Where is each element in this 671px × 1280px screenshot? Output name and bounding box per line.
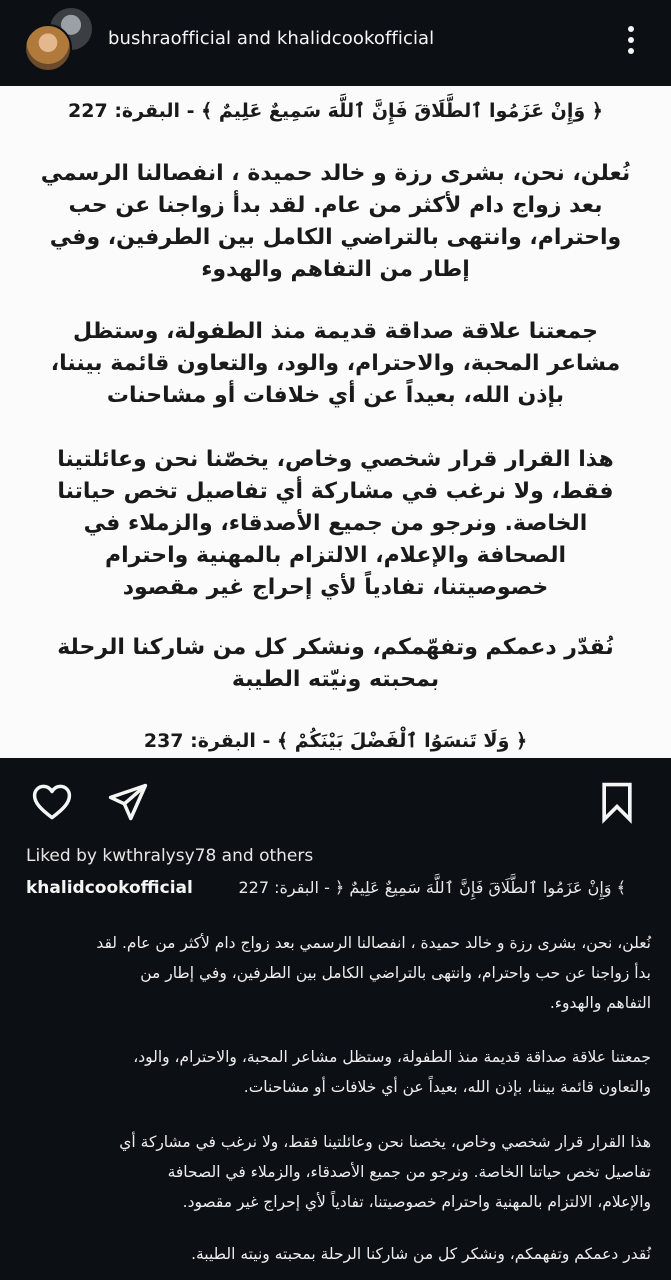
post-image[interactable]: [0, 86, 671, 758]
likes-user[interactable]: kwthralysy78: [102, 846, 217, 866]
post-text-line: إطار من التفاهم والهدوء: [201, 257, 470, 282]
post-text-line: ﴿ وَلَا تَنسَوُا ٱلْفَضْلَ بَيْنَكُمْ ﴾ - البقرة: 237: [143, 730, 528, 752]
post-author-names[interactable]: bushraofficial and khalidcookofficial: [108, 28, 435, 49]
post-text-line: نُقدّر دعمكم وتفهّمكم، ونشكر كل من شاركنا الرحلة: [57, 635, 614, 660]
caption-line: نُعلن، نحن، بشرى رزة و خالد حميدة ، انفصالنا الرسمي بعد زواج دام لأكثر من عام. لقد: [96, 934, 651, 952]
avatar-bushraofficial[interactable]: [24, 24, 72, 72]
caption-first-row: [26, 878, 656, 902]
post-text-line: جمعتنا علاقة صداقة قديمة منذ الطفولة، وستظل: [73, 319, 598, 344]
post-text-line: الصحافة والإعلام، الالتزام بالمهنية واحترام: [104, 543, 567, 568]
post-text-line: بمحبته ونيّته الطيبة: [231, 667, 440, 692]
likes-suffix: and others: [216, 846, 314, 866]
post-text-line: هذا القرار قرار شخصي وخاص، يخصّنا نحن وعائلتينا: [57, 447, 614, 472]
post-text-line: خصوصيتنا، تفادياً لأي إحراج غير مقصود: [122, 575, 549, 600]
caption-line: تفاصيل تخص حياتنا الخاصة. ونرجو من جميع الأصدقاء، والزملاء في الصحافة: [167, 1163, 651, 1181]
caption-line: نُقدر دعمكم وتفهمكم، ونشكر كل من شاركنا الرحلة بمحبته ونيته الطيبة.: [191, 1245, 651, 1263]
caption-line: بدأ زواجنا عن حب واحترام، وانتهى بالتراضي الكامل بين الطرفين، وفي إطار من: [140, 964, 651, 982]
post-text-line: واحترام، وانتهى بالتراضي الكامل بين الطرفين، وفي: [49, 225, 622, 250]
post-text-line: مشاعر المحبة، والاحترام، والود، والتعاون قائمة بيننا،: [50, 351, 621, 376]
post-text-line: الخاصة. ونرجو من جميع الأصدقاء، والزملاء في: [83, 511, 588, 536]
likes-summary[interactable]: [26, 846, 313, 866]
caption-line: والتعاون قائمة بيننا، بإذن الله، بعيداً عن أي خلافات أو مشاحنات.: [243, 1078, 651, 1096]
post-text-line: بإذن الله، بعيداً عن أي خلافات أو مشاحنات: [106, 383, 565, 408]
post-text-line: فقط، ولا نرغب في مشاركة أي تفاصيل تخص حياتنا: [57, 479, 614, 504]
likes-prefix: Liked by: [26, 846, 103, 866]
caption-line: التفاهم والهدوء.: [549, 994, 651, 1012]
caption-line: جمعتنا علاقة صداقة قديمة منذ الطفولة، وستظل مشاعر المحبة، والاحترام، والود،: [133, 1048, 651, 1066]
caption-first-line: ﴾ وَإِنْ عَزَمُوا ٱلطَّلَاقَ فَإِنَّ ٱللَّهَ سَمِيعٌ عَلِيمٌ ﴿ - البقرة: 227: [238, 878, 626, 897]
post-text-line: ﴿ وَإِنْ عَزَمُوا ٱلطَّلَاقَ فَإِنَّ ٱللَّهَ سَمِيعٌ عَلِيمٌ ﴾ - البقرة: 227: [68, 100, 603, 122]
post-text-line: بعد زواج دام لأكثر من عام. لقد بدأ زواجنا عن حب: [68, 193, 603, 218]
caption-line: والإعلام، الالتزام بالمهنية واحترام خصوصيتنا، تفادياً لأي إحراج غير مقصود.: [182, 1193, 651, 1211]
post-header: [0, 0, 671, 86]
action-bar: [0, 770, 671, 830]
heart-icon[interactable]: [30, 780, 74, 824]
more-options-icon[interactable]: [619, 22, 643, 58]
caption-username[interactable]: khalidcookofficial: [26, 878, 193, 898]
paper-plane-icon[interactable]: [106, 780, 150, 824]
bookmark-icon[interactable]: [595, 780, 639, 824]
caption-line: هذا القرار قرار شخصي وخاص، يخصنا نحن وعائلتينا فقط، ولا نرغب في مشاركة أي: [119, 1133, 651, 1151]
avatar-stack[interactable]: [24, 6, 94, 76]
post-text-line: نُعلن، نحن، بشرى رزة و خالد حميدة ، انفصالنا الرسمي: [40, 161, 631, 186]
